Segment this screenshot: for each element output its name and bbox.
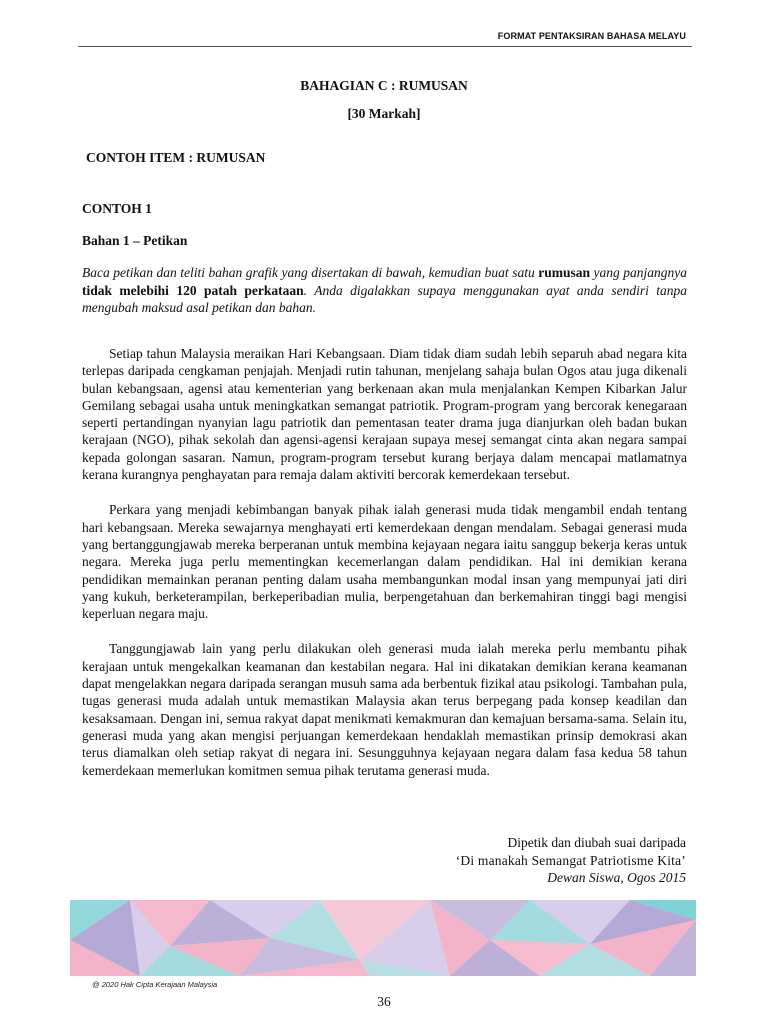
copyright-notice: @ 2020 Hak Cipta Kerajaan Malaysia (92, 980, 218, 989)
article-paragraph-2: Perkara yang menjadi kebimbangan banyak pihak ialah generasi muda tidak mengambil endah tentang hari kebangsaan. Mereka sewajarnya menghayati erti kemerdekaan dengan mendalam. Sebagai generasi muda yang bertanggungjawab mereka berperanan untuk membina kejayaan negara iaitu sanggup bekerja keras untuk negara. Mereka juga perlu mementingkan kecemerlangan dalam pendidikan. Hal ini demikian kerana pendidikan memainkan peranan penting dalam usaha membangunkan modal insan yang mempunyai jati diri yang kukuh, berketerampilan, berkeperibadian mulia, berpengetahuan dan berkemahiran tinggi bagi mengisi keperluan negara maju. (82, 502, 687, 622)
header-divider (78, 46, 692, 47)
source-label: Bahan 1 – Petikan (82, 233, 188, 248)
article-paragraph-1: Setiap tahun Malaysia meraikan Hari Kebangsaan. Diam tidak diam sudah lebih separuh abad negara kita terlepas daripada cengkaman penjajah. Menjadi rutin tahunan, menjelang sahaja bulan Ogos atau juga dikenali bulan kebangsaan, agensi atau kementerian yang berkenaan akan mula menjalankan Kempen Kibarkan Jalur Gemilang sebagai usaha untuk meningkatkan semangat patriotik. Program-program yang bercorak kenegaraan seperti pertandingan nyanyian lagu patriotik dan pementasan teater drama juga dianjurkan oleh badan bukan kerajaan (NGO), pihak sekolah dan agensi-agensi kerajaan supaya mesej semangat cinta akan negara sampai kepada golongan sasaran. Namun, program-program tersebut kurang berjaya dalam mencapai matlamatnya kerana kurangnya penghayatan para remaja dalam aktiviti bercorak kemerdekaan tersebut. (82, 346, 687, 483)
instruction-text (82, 264, 687, 317)
decorative-triangle-banner (70, 900, 696, 976)
citation-article-title: ‘Di manakah Semangat Patriotisme Kita’ (455, 852, 686, 868)
instruction-bold-rumusan: rumusan (538, 265, 590, 280)
citation-line-1: Dipetik dan diubah suai daripada (507, 835, 686, 850)
example-title: CONTOH 1 (82, 201, 152, 216)
citation-publication: Dewan Siswa, Ogos 2015 (547, 870, 686, 885)
item-title: CONTOH ITEM : RUMUSAN (86, 150, 266, 165)
document-header-tag: FORMAT PENTAKSIRAN BAHASA MELAYU (497, 31, 686, 41)
citation-block (456, 834, 686, 887)
page-number: 36 (377, 994, 391, 1009)
section-title: BAHAGIAN C : RUMUSAN (300, 78, 468, 93)
instruction-part-1: Baca petikan dan teliti bahan grafik yang disertakan di bawah, kemudian buat satu (82, 265, 539, 280)
instruction-part-3: . Anda digalakkan supaya menggunakan ayat anda sendiri tanpa mengubah maksud asal petikan dan bahan. (82, 282, 687, 315)
instruction-part-2: yang panjangnya (589, 265, 687, 280)
article-body (82, 345, 687, 797)
article-paragraph-3: Tanggungjawab lain yang perlu dilakukan oleh generasi muda ialah mereka perlu membantu pihak kerajaan untuk mengekalkan keamanan dan kestabilan negara. Hal ini dikatakan demikian kerana keamanan dapat mengelakkan negara daripada serangan musuh sama ada berbentuk fizikal atau psikologi. Tambahan pula, tugas generasi muda adalah untuk memastikan Malaysia akan terus berpegang pada konsep keadilan dan kesaksamaan. Dengan ini, semua rakyat dapat menikmati kemakmuran dan kemajuan bersama-sama. Selain itu, generasi muda yang akan mengisi perjuangan kemerdekaan hendaklah memastikan prinsip demokrasi akan terus diamalkan oleh setiap rakyat di negara ini. Sesungguhnya kejayaan negara dalam fasa kedua 58 tahun kemerdekaan memerlukan komitmen semua pihak terutama generasi muda. (82, 641, 687, 778)
instruction-bold-word-limit: tidak melebihi 120 patah perkataan (82, 282, 304, 298)
section-marks: [30 Markah] (347, 106, 421, 121)
